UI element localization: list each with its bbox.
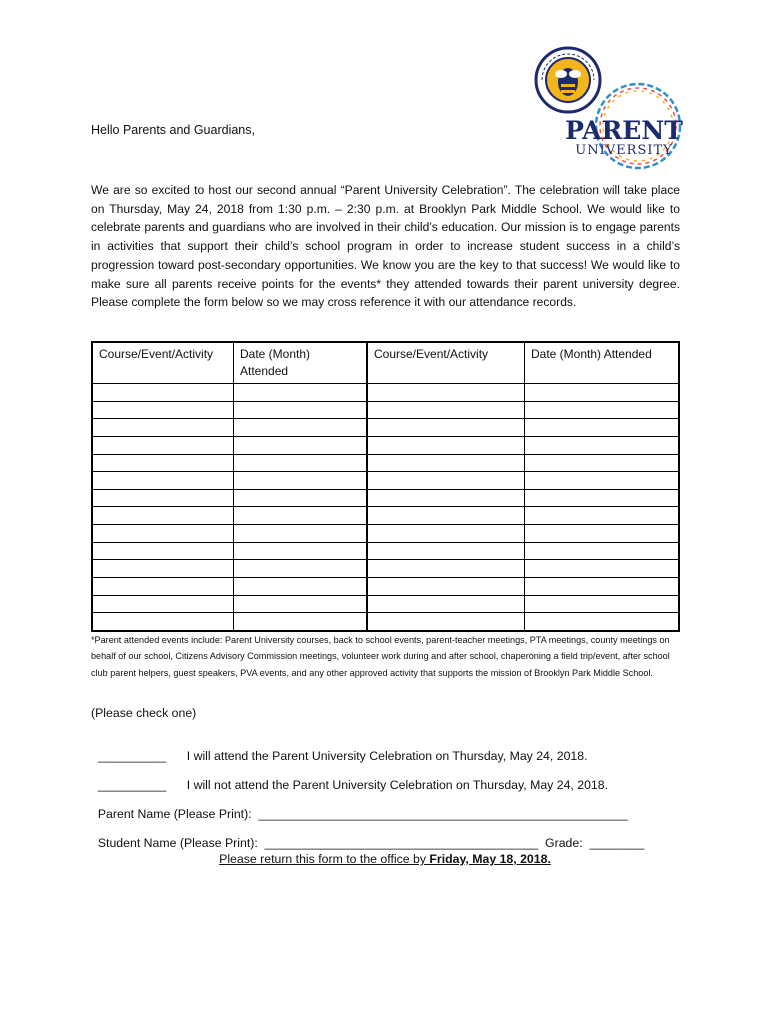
parent-university-wordmark <box>560 118 688 158</box>
table-cell[interactable] <box>234 472 368 490</box>
grade-label: Grade: <box>545 836 583 850</box>
table-row <box>92 507 679 525</box>
table-cell[interactable] <box>92 560 234 578</box>
table-cell[interactable] <box>92 595 234 613</box>
return-text: Please return this form to the office by <box>219 852 430 866</box>
table-cell[interactable] <box>525 436 680 454</box>
table-cell[interactable] <box>92 384 234 402</box>
not-attend-option-label: I will not attend the Parent University Celebration on Thursday, May 24, 2018. <box>186 778 609 792</box>
table-cell[interactable] <box>92 472 234 490</box>
table-row <box>92 578 679 596</box>
student-name-line <box>91 822 644 850</box>
table-cell[interactable] <box>367 419 525 437</box>
table-cell[interactable] <box>367 401 525 419</box>
table-cell[interactable] <box>234 436 368 454</box>
header-course-2: Course/Event/Activity <box>367 342 525 384</box>
not-attend-checkbox-blank[interactable]: __________ <box>97 778 167 792</box>
table-row <box>92 401 679 419</box>
parent-name-label: Parent Name (Please Print): <box>97 807 252 821</box>
attend-option-label: I will attend the Parent University Celebration on Thursday, May 24, 2018. <box>186 749 588 763</box>
intro-paragraph: We are so excited to host our second annual “Parent University Celebration”. The celebration will take place on Thursday, May 24, 2018 from 1:30 p.m. – 2:30 p.m. at Brooklyn Park Middle School. We would like to celebrate parents and guardians who are involved in their child’s education. Our mission is to engage parents in activities that support their child’s school program in order to increase student success in a child’s progression toward post-secondary opportunities. We know you are the key to that success! We would like to make sure all parents receive points for the events* they attended towards their parent university degree. Please complete the form below so we may cross reference it with our attendance records. <box>91 183 680 310</box>
table-row <box>92 384 679 402</box>
table-cell[interactable] <box>92 436 234 454</box>
table-cell[interactable] <box>525 525 680 543</box>
wordmark-university: UNIVERSITY <box>575 143 673 158</box>
table-cell[interactable] <box>525 595 680 613</box>
table-row <box>92 595 679 613</box>
table-cell[interactable] <box>92 507 234 525</box>
table-cell[interactable] <box>367 525 525 543</box>
table-row <box>92 489 679 507</box>
table-cell[interactable] <box>367 489 525 507</box>
table-cell[interactable] <box>92 454 234 472</box>
table-cell[interactable] <box>525 507 680 525</box>
table-cell[interactable] <box>234 454 368 472</box>
wordmark-parent: PARENT <box>565 116 683 145</box>
table-cell[interactable] <box>92 578 234 596</box>
grade-field[interactable]: ________ <box>589 836 645 850</box>
table-cell[interactable] <box>234 542 368 560</box>
table-cell[interactable] <box>525 542 680 560</box>
return-instructions <box>0 852 770 866</box>
table-cell[interactable] <box>525 384 680 402</box>
table-cell[interactable] <box>367 507 525 525</box>
table-row <box>92 613 679 631</box>
table-cell[interactable] <box>92 613 234 631</box>
parent-name-field[interactable]: ______________________________________________________ <box>258 807 628 821</box>
logos <box>528 46 688 171</box>
table-cell[interactable] <box>234 419 368 437</box>
table-row <box>92 560 679 578</box>
table-header-row <box>92 342 679 384</box>
table-cell[interactable] <box>92 489 234 507</box>
attendance-table <box>91 341 680 632</box>
table-cell[interactable] <box>525 419 680 437</box>
table-body <box>92 384 679 632</box>
table-row <box>92 542 679 560</box>
table-cell[interactable] <box>92 419 234 437</box>
table-cell[interactable] <box>367 560 525 578</box>
table-cell[interactable] <box>367 472 525 490</box>
table-cell[interactable] <box>367 578 525 596</box>
header-course-1: Course/Event/Activity <box>92 342 234 384</box>
not-attend-option <box>91 764 608 792</box>
footnote: *Parent attended events include: Parent University courses, back to school events, parent-teacher meetings, PTA meetings, county meetings on behalf of our school, Citizens Advisory Commission meetings, volunteer work during and after school, chaperoning a field trip/event, after school club parent helpers, guest speakers, PVA events, and any other approved activity that supports the mission of Brooklyn Park Middle School. <box>91 635 670 678</box>
table-cell[interactable] <box>92 542 234 560</box>
table-cell[interactable] <box>367 542 525 560</box>
table-cell[interactable] <box>367 436 525 454</box>
table-row <box>92 436 679 454</box>
table-cell[interactable] <box>234 578 368 596</box>
table-cell[interactable] <box>367 384 525 402</box>
header-date-2: Date (Month) Attended <box>525 342 680 384</box>
table-cell[interactable] <box>525 472 680 490</box>
student-name-label: Student Name (Please Print): <box>97 836 258 850</box>
table-row <box>92 472 679 490</box>
table-cell[interactable] <box>525 401 680 419</box>
table-cell[interactable] <box>92 401 234 419</box>
table-cell[interactable] <box>234 384 368 402</box>
table-cell[interactable] <box>92 525 234 543</box>
check-one-label: (Please check one) <box>91 706 197 720</box>
student-name-field[interactable]: ________________________________________ <box>264 836 539 850</box>
table-row <box>92 454 679 472</box>
attend-option <box>91 735 588 763</box>
table-cell[interactable] <box>234 560 368 578</box>
table-cell[interactable] <box>525 613 680 631</box>
table-cell[interactable] <box>234 401 368 419</box>
greeting: Hello Parents and Guardians, <box>91 123 255 137</box>
return-date: Friday, May 18, 2018. <box>429 852 551 866</box>
attend-checkbox-blank[interactable]: __________ <box>97 749 167 763</box>
table-cell[interactable] <box>367 454 525 472</box>
table-row <box>92 525 679 543</box>
header-date-1: Date (Month) Attended <box>234 342 368 384</box>
table-cell[interactable] <box>367 613 525 631</box>
table-cell[interactable] <box>367 595 525 613</box>
table-cell[interactable] <box>525 560 680 578</box>
table-cell[interactable] <box>525 578 680 596</box>
table-row <box>92 419 679 437</box>
table-cell[interactable] <box>234 489 368 507</box>
table-cell[interactable] <box>234 525 368 543</box>
table-cell[interactable] <box>234 613 368 631</box>
table-cell[interactable] <box>525 454 680 472</box>
table-cell[interactable] <box>234 595 368 613</box>
table-cell[interactable] <box>234 507 368 525</box>
parent-name-line <box>91 793 628 821</box>
table-cell[interactable] <box>525 489 680 507</box>
